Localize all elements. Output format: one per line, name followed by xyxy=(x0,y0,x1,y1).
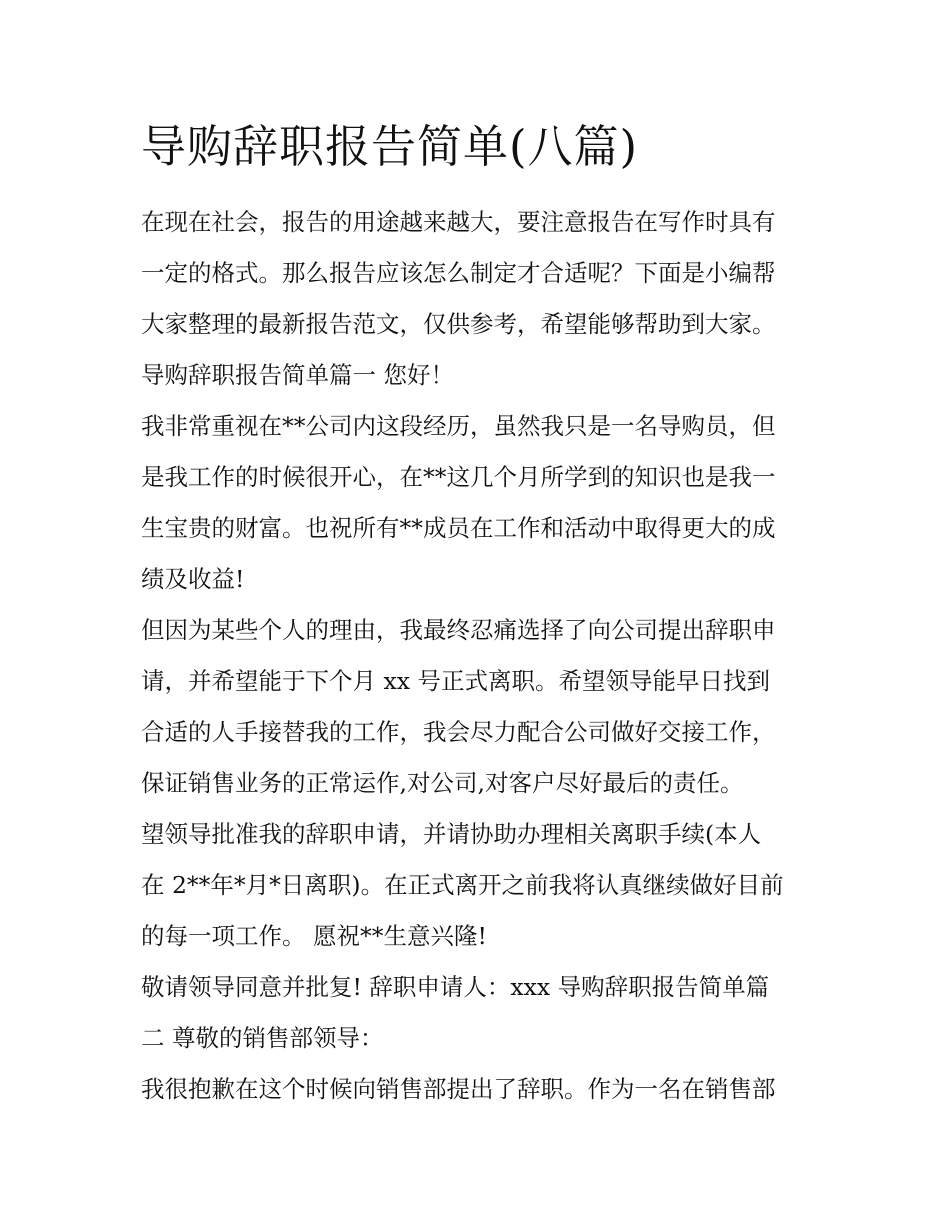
body-line: 在现在社会，报告的用途越来越大，要注意报告在写作时具有 xyxy=(141,208,776,236)
body-line: 但因为某些个人的理由，我最终忍痛选择了向公司提出辞职申 xyxy=(141,616,776,644)
body-line: 敬请领导同意并批复! 辞职申请人：xxx 导购辞职报告简单篇 xyxy=(141,973,770,1001)
body-line: 是我工作的时候很开心，在**这几个月所学到的知识也是我一 xyxy=(141,463,776,491)
body-line: 导购辞职报告简单篇一 您好！ xyxy=(141,361,454,389)
body-line: 绩及收益! xyxy=(141,565,245,593)
body-line: 二 尊敬的销售部领导： xyxy=(141,1024,384,1052)
document-title: 导购辞职报告简单(八篇) xyxy=(141,120,639,173)
body-line: 保证销售业务的正常运作,对公司,对客户尽好最后的责任。 xyxy=(141,769,744,797)
body-line: 请，并希望能于下个月 xx 号正式离职。希望领导能早日找到 xyxy=(141,667,770,695)
body-line: 的每一项工作。 愿祝**生意兴隆! xyxy=(141,922,487,950)
body-line: 大家整理的最新报告范文，仅供参考，希望能够帮助到大家。 xyxy=(141,310,776,338)
body-line: 我很抱歉在这个时候向销售部提出了辞职。作为一名在销售部 xyxy=(141,1075,776,1103)
body-line: 望领导批准我的辞职申请，并请协助办理相关离职手续(本人 xyxy=(141,820,762,848)
body-line: 生宝贵的财富。也祝所有**成员在工作和活动中取得更大的成 xyxy=(141,514,776,542)
body-line: 一定的格式。那么报告应该怎么制定才合适呢？下面是小编帮 xyxy=(141,259,776,287)
body-line: 在 2**年*月*日离职)。在正式离开之前我将认真继续做好目前 xyxy=(141,871,784,899)
body-line: 合适的人手接替我的工作，我会尽力配合公司做好交接工作， xyxy=(141,718,776,746)
body-line: 我非常重视在**公司内这段经历，虽然我只是一名导购员，但 xyxy=(141,412,776,440)
